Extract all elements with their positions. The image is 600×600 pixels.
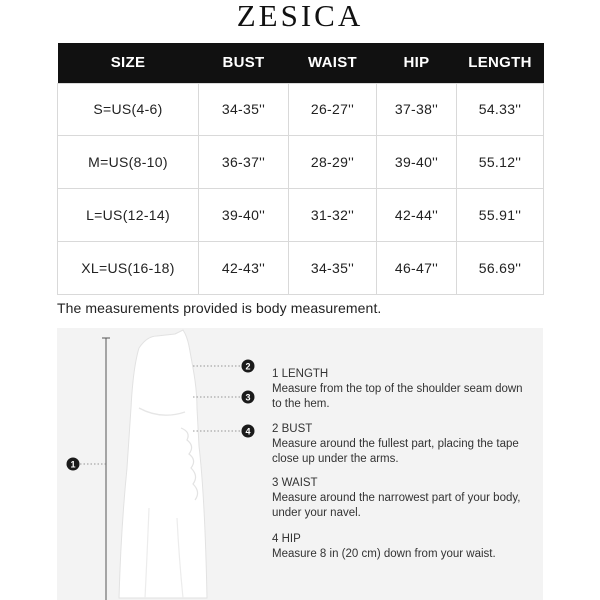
hip-cell: 37-38'' [377,83,457,135]
length-cell: 54.33'' [457,83,544,135]
header-bust: BUST [199,43,289,83]
hip-cell: 39-40'' [377,135,457,188]
bust-instruction [272,422,532,467]
waist-text: Measure around the narrowest part of your body, under your navel. [272,492,521,519]
waist-instruction [272,476,532,521]
waist-title: 3 WAIST [272,477,318,489]
bust-cell: 36-37'' [199,135,289,188]
brand-logo: ZESICA [236,0,364,33]
waist-cell: 28-29'' [289,135,377,188]
marker-1-label: 1 [70,459,76,470]
bust-cell: 42-43'' [199,241,289,294]
length-cell: 56.69'' [457,241,544,294]
header-length: LENGTH [457,43,544,83]
bust-title: 2 BUST [272,423,313,435]
waist-cell: 31-32'' [289,188,377,241]
table-row [58,241,544,294]
hip-instruction [272,532,532,562]
length-cell: 55.12'' [457,135,544,188]
marker-1-icon [67,458,80,471]
header-hip: HIP [377,43,457,83]
length-text: Measure from the top of the shoulder seam down to the hem. [272,383,523,410]
header-waist: WAIST [289,43,377,83]
hip-cell: 46-47'' [377,241,457,294]
bust-text: Measure around the fullest part, placing the tape close up under the arms. [272,438,519,465]
length-title: 1 LENGTH [272,368,329,380]
marker-2-label: 2 [245,361,251,372]
size-cell: XL=US(16-18) [58,241,199,294]
size-cell: L=US(12-14) [58,188,199,241]
length-cell: 55.91'' [457,188,544,241]
hip-title: 4 HIP [272,533,301,545]
measurement-note: The measurements provided is body measurement. [57,300,382,316]
marker-3-label: 3 [245,392,251,403]
size-chart-table [57,43,544,295]
hip-cell: 42-44'' [377,188,457,241]
waist-cell: 26-27'' [289,83,377,135]
marker-4-label: 4 [245,426,251,437]
size-cell: S=US(4-6) [58,83,199,135]
length-instruction [272,367,532,412]
waist-cell: 34-35'' [289,241,377,294]
marker-3-icon [242,391,255,404]
header-size: SIZE [58,43,199,83]
bust-cell: 39-40'' [199,188,289,241]
table-row [58,188,544,241]
size-cell: M=US(8-10) [58,135,199,188]
bust-cell: 34-35'' [199,83,289,135]
table-row [58,83,544,135]
marker-4-icon [242,425,255,438]
marker-2-icon [242,360,255,373]
table-header-row [58,43,544,83]
table-row [58,135,544,188]
hip-text: Measure 8 in (20 cm) down from your waist. [272,548,496,560]
